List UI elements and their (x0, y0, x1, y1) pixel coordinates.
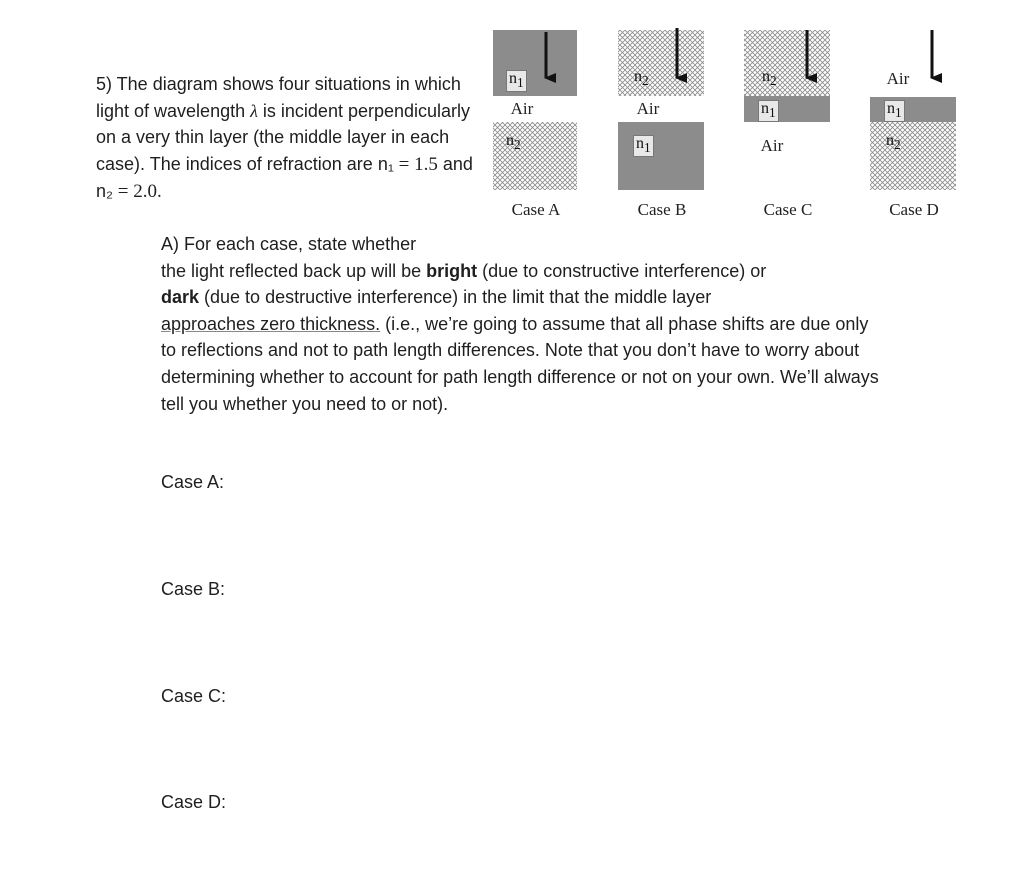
case-b-n1-label: $n_1$ (633, 135, 654, 157)
case-a-n2-label: $n_2$ (506, 132, 521, 153)
answer-case-d: Case D: (161, 792, 227, 812)
case-d-n1-layer (870, 97, 956, 122)
case-b-caption: Case B (637, 200, 687, 219)
part-a-heading: A) For each case, state whether (161, 234, 417, 254)
answer-case-b: Case B: (161, 579, 226, 599)
answer-case-a: Case A: (161, 472, 225, 492)
case-d-graphic (870, 30, 956, 190)
case-a-caption: Case A (511, 200, 561, 219)
case-c-graphic (744, 30, 830, 122)
n2-symbol: n₂ (96, 181, 113, 201)
answer-case-c: Case C: (161, 686, 227, 706)
case-c-n2-label: $n_2$ (762, 68, 777, 89)
case-c-n2-layer (744, 30, 830, 96)
case-c-n1-label: $n_1$ (758, 100, 779, 122)
case-a-n1-label: $n_1$ (506, 70, 527, 92)
case-b-air-label: Air (636, 99, 660, 118)
case-b-n2-layer (618, 30, 704, 96)
case-c-caption: Case C (763, 200, 813, 219)
n1-symbol: n₁ (377, 153, 394, 174)
case-d-n2-label: $n_2$ (886, 132, 901, 153)
case-d-n2-layer (870, 122, 956, 190)
case-a-air-label: Air (510, 99, 534, 118)
thin-film-diagram (0, 0, 1024, 240)
case-d-n1-label: $n_1$ (884, 100, 905, 122)
case-b-n2-label: $n_2$ (634, 68, 649, 89)
intro-text-cont: is incident perpendicularly on a very thin layer (the middle layer in each case). The indices of refraction are (96, 100, 471, 174)
n1-value: = 1.5 (393, 153, 438, 175)
case-b-n1-layer (618, 122, 704, 190)
lambda-symbol: λ (250, 100, 258, 121)
case-c-air-label: Air (760, 136, 784, 155)
case-d-caption: Case D (889, 200, 939, 219)
case-d-air-label: Air (886, 69, 910, 88)
dark-keyword: dark (161, 287, 200, 308)
n2-value: = 2.0. (113, 181, 162, 202)
underlined-phrase: approaches zero thickness. (161, 313, 381, 334)
part-a-instructions (161, 231, 881, 417)
intro-text: 5) The diagram shows four situations in which light of wavelength (96, 74, 461, 121)
case-c-n1-layer (744, 96, 830, 122)
part-a-body: the light reflected back up will be bright (due to constructive interference) or dark (due to destructive interference) in the limit that the middle layer approaches zero thickness. (i.e., we’re going to assume that all phase shifts are due only to reflections and not to path length differences. Note that you don’t have to worry about determining whether to account for path length difference or not on your own. We’ll always tell you whether you need to or not). (161, 260, 879, 414)
and-word: and (437, 153, 473, 174)
bright-keyword: bright (426, 260, 478, 281)
